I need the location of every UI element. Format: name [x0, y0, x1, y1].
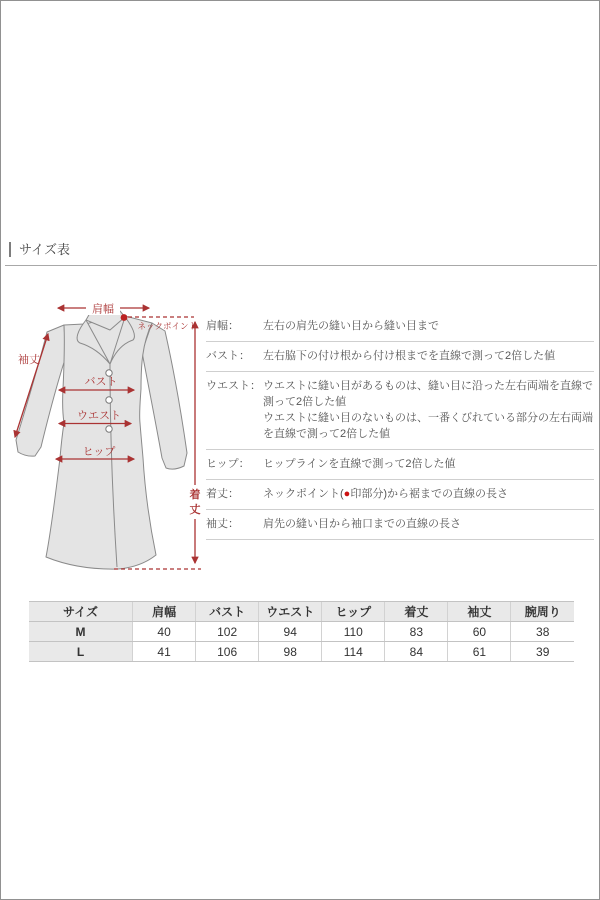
- definition-row-sleeve: [206, 510, 594, 540]
- sleeve-length-label: 袖丈: [18, 354, 40, 366]
- definition-term: バスト：: [206, 350, 250, 362]
- bust-label: バスト: [84, 376, 118, 388]
- cell-value: 61: [448, 642, 511, 662]
- cell-value: 94: [259, 622, 322, 642]
- coat-button: [106, 426, 112, 432]
- row-header-size: M: [29, 622, 133, 642]
- col-header-length: 着丈: [385, 602, 448, 622]
- col-header-bust: バスト: [196, 602, 259, 622]
- cell-value: 98: [259, 642, 322, 662]
- definition-row-bust: [206, 342, 594, 372]
- definition-desc: 肩先の縫い目から袖口までの直線の長さ: [263, 518, 461, 530]
- neck-point-dot: [121, 314, 128, 321]
- garment-length-label-char2: 丈: [189, 504, 201, 516]
- definition-desc-prefix: ネックポイント(: [263, 488, 344, 500]
- red-dot-glyph: ●: [343, 488, 351, 500]
- definition-term: 肩幅：: [206, 320, 239, 332]
- size-table-header-row: [29, 602, 574, 622]
- cell-value: 41: [133, 642, 196, 662]
- hip-label: ヒップ: [82, 446, 116, 458]
- definition-desc: 左右脇下の付け根から付け根までを直線で測って2倍した値: [263, 350, 556, 362]
- definition-desc: 左右の肩先の縫い目から縫い目まで: [263, 320, 439, 332]
- definition-row-shoulder: [206, 312, 594, 342]
- neck-point-label: ネックポイント: [137, 321, 197, 331]
- cell-value: 106: [196, 642, 259, 662]
- waist-label: ウエスト: [77, 410, 121, 422]
- col-header-size: サイズ: [29, 602, 133, 622]
- definition-row-hip: [206, 450, 594, 480]
- definition-desc: [263, 486, 594, 502]
- page-title: [9, 242, 70, 257]
- size-table: [29, 601, 574, 662]
- definition-desc-line: ウエストに縫い目があるものは、縫い目に沿った左右両端を直線で測って2倍した値: [263, 380, 593, 408]
- coat-diagram-svg: [6, 286, 216, 581]
- definition-row-length: [206, 480, 594, 510]
- cell-value: 39: [511, 642, 574, 662]
- definition-term: 着丈：: [206, 488, 239, 500]
- definition-term: 袖丈：: [206, 518, 239, 530]
- garment-length-label-char1: 着: [189, 489, 201, 501]
- coat-button: [106, 397, 112, 403]
- page-title-text: サイズ表: [19, 242, 70, 257]
- definition-row-waist: [206, 372, 594, 450]
- table-row-size-m: [29, 622, 574, 642]
- measurement-definitions: [206, 312, 594, 540]
- coat-outline: [16, 311, 187, 569]
- definition-desc: ヒップラインを直線で測って2倍した値: [263, 458, 456, 470]
- definition-term: ヒップ：: [206, 458, 250, 470]
- garment-measurement-diagram: [6, 286, 216, 581]
- col-header-waist: ウエスト: [259, 602, 322, 622]
- cell-value: 102: [196, 622, 259, 642]
- coat-right-sleeve: [142, 323, 187, 469]
- definition-term: ウエスト：: [206, 380, 261, 392]
- cell-value: 84: [385, 642, 448, 662]
- col-header-arm: 腕周り: [511, 602, 574, 622]
- shoulder-width-label: 肩幅: [92, 303, 114, 316]
- col-header-sleeve: 袖丈: [448, 602, 511, 622]
- cell-value: 40: [133, 622, 196, 642]
- col-header-shoulder: 肩幅: [133, 602, 196, 622]
- row-header-size: L: [29, 642, 133, 662]
- table-row-size-l: [29, 642, 574, 662]
- title-divider: [5, 265, 597, 266]
- col-header-hip: ヒップ: [322, 602, 385, 622]
- definition-desc-line: ウエストに縫い目のないものは、一番くびれている部分の左右両端を直線で測って2倍した値: [263, 412, 593, 440]
- definition-desc-suffix: 印部分)から裾までの直線の長さ: [350, 488, 508, 500]
- cell-value: 110: [322, 622, 385, 642]
- cell-value: 114: [322, 642, 385, 662]
- cell-value: 83: [385, 622, 448, 642]
- definition-desc: [263, 378, 594, 442]
- coat-left-sleeve: [16, 325, 66, 456]
- cell-value: 60: [448, 622, 511, 642]
- cell-value: 38: [511, 622, 574, 642]
